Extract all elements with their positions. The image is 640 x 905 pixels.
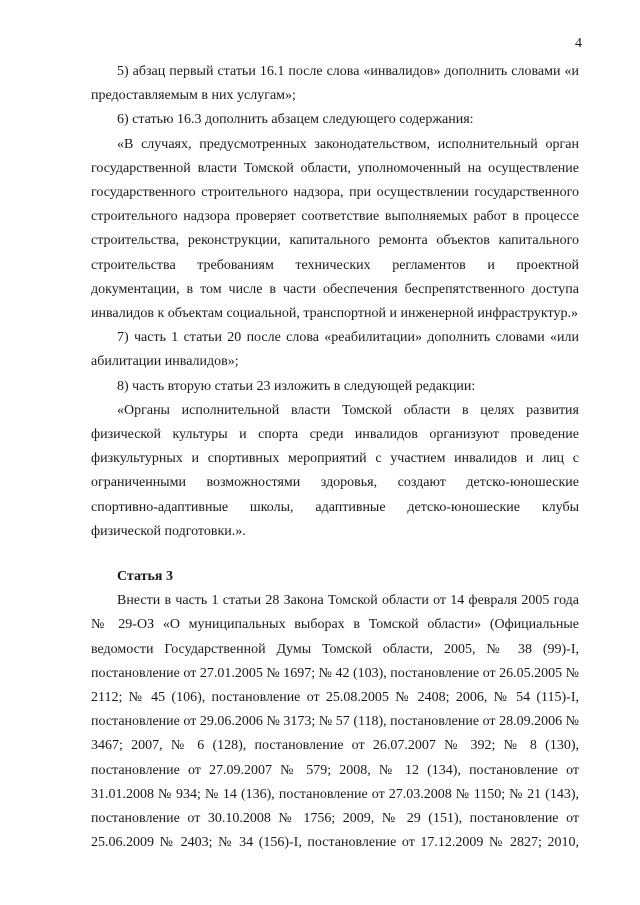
paragraph-quote-23: «Органы исполнительной власти Томской области в целях развития физической культуры и спорта среди инвалидов организуют проведение физкультурных и спортивных мероприятий с участием инвалидов и лиц с ограниченными возможностями здоровья, создают детско-юношеские спортивно-адаптивные школы, адаптивные детско-юношеские клубы физической подготовки.».	[91, 402, 579, 539]
paragraph-article-3: Внести в часть 1 статьи 28 Закона Томской области от 14 февраля 2005 года № 29-ОЗ «О муниципальных выборах в Томской области» (Официальные ведомости Государственной Думы Томской области, 2005, № 38 (99)-I, постановление от 27.01.2005 № 1697; № 42 (103), постановление от 26.05.2005 № 2112; № 45 (106), постановление от 25.08.2005 № 2408; 2006, № 54 (115)-I, постановление от 29.06.2006 № 3173; № 57 (118), постановление от 28.09.2006 № 3467; 2007, № 6 (128), постановление от 26.07.2007 № 392; № 8 (130), постановление от 27.09.2007 № 579; 2008, № 12 (134), постановление от 31.01.2008 № 934; № 14 (136), постановление от 27.03.2008 № 1150; № 21 (143), постановление от 30.10.2008 № 1756; 2009, № 29 (151), постановление от 25.06.2009 № 2403; № 34 (156)-I, постановление от 17.12.2009 № 2827; 2010,	[91, 593, 579, 851]
document-body	[91, 60, 579, 856]
paragraph-item-7: 7) часть 1 статьи 20 после слова «реабилитации» дополнить словами «или абилитации инвалидов»;	[91, 330, 579, 370]
paragraph-quote-16-3: «В случаях, предусмотренных законодательством, исполнительный орган государственной власти Томской области, уполномоченный на осуществление государственного строительного надзора, при осуществлении государственного строительного надзора проверяет соответствие выполняемых работ в процессе строительства, реконструкции, капитального ремонта объектов капитального строительства требованиям технических регламентов и проектной документации, в том числе в части обеспечения беспрепятственного доступа инвалидов к объектам социальной, транспортной и инженерной инфраструктур.»	[91, 136, 579, 322]
paragraph-item-8: 8) часть вторую статьи 23 изложить в следующей редакции:	[117, 378, 476, 394]
page-number: 4	[575, 36, 582, 51]
paragraph-item-6: 6) статью 16.3 дополнить абзацем следующего содержания:	[117, 112, 474, 128]
section-spacer	[91, 544, 579, 565]
paragraph-item-5: 5) абзац первый статьи 16.1 после слова «инвалидов» дополнить словами «и предоставляемым в них услугам»;	[91, 64, 579, 104]
article-heading: Статья 3	[117, 569, 173, 585]
